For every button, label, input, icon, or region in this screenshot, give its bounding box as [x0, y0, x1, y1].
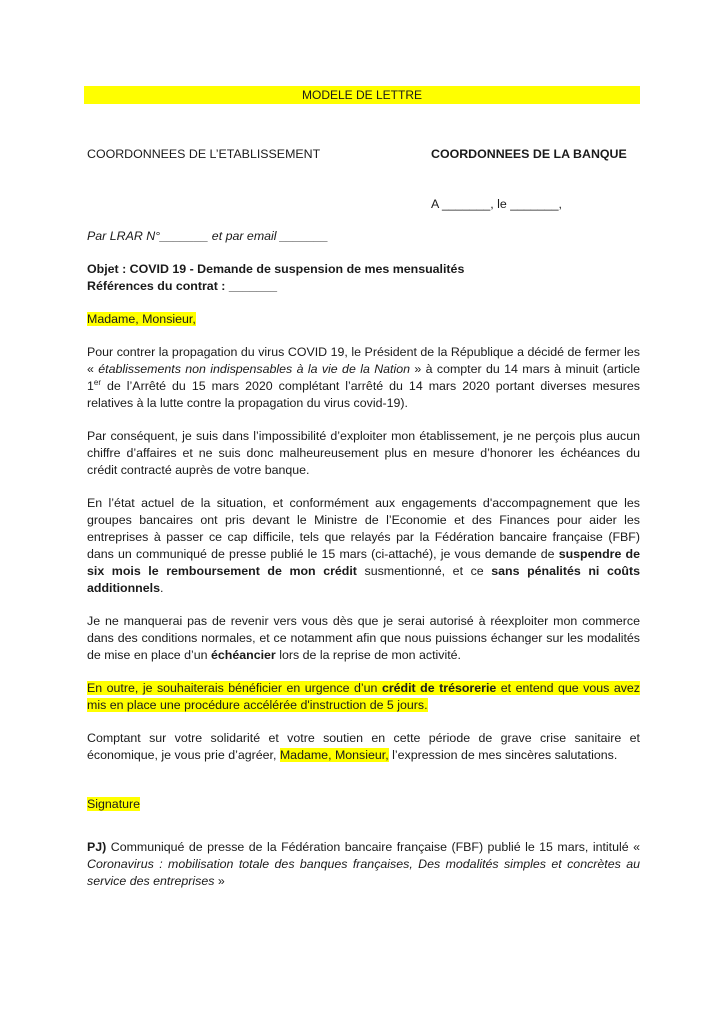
paragraph-1-text: Pour contrer la propagation du virus COVID 19, le Président de la République a décidé de fermer les «	[87, 345, 640, 376]
paragraph-4-bold: échéancier	[211, 648, 276, 662]
paragraph-4-text: Je ne manquerai pas de revenir vers vous dès que je serai autorisé à réexploiter mon commerce dans des conditions normales, et ce notamment afin que nous puissions échanger sur les modalités de mise en place d’un	[87, 614, 640, 662]
paragraph-3-bold-1: suspendre de six mois le remboursement de mon crédit	[87, 547, 640, 578]
place-date-spacer	[87, 196, 431, 213]
subject-line: Objet : COVID 19 - Demande de suspension de mes mensualités	[87, 262, 465, 276]
paragraph-5-text: En outre, je souhaiterais bénéficier en urgence d’un	[87, 681, 382, 695]
recipient-block: COORDONNEES DE LA BANQUE	[431, 147, 627, 161]
attachment-note	[87, 839, 640, 890]
sender-block: COORDONNEES DE L’ETABLISSEMENT	[87, 147, 321, 161]
paragraph-3-text: En l’état actuel de la situation, et conformément aux engagements d'accompagnement que les groupes bancaires ont pris devant le Ministre de l’Economie et des Finances pour aider les entreprises à passer ce cap difficile, tels que relayés par la Fédération bancaire française (FBF) dans un communiqué de presse publié le 15 mars (ci-attaché), je vous demande de	[87, 496, 640, 561]
paragraph-6-text: Comptant sur votre solidarité et votre soutien en cette période de grave crise sanitaire et économique, je vous prie d’agréer,	[87, 731, 640, 762]
paragraph-3-text-2: susmentionné, et ce	[356, 564, 492, 578]
address-row	[87, 146, 640, 163]
attachment-title: Coronavirus : mobilisation totale des banques françaises, Des modalités simples et concrètes au service des entreprises	[87, 857, 640, 888]
paragraph-1	[87, 344, 640, 412]
paragraph-1-text-2: » à compter du 14 mars à minuit (article 1	[87, 362, 640, 393]
paragraph-1-text-3: de l’Arrêté du 15 mars 2020 complétant l’arrêté du 14 mars 2020 portant diverses mesures relatives à la lutte contre la propagation du virus covid-19).	[87, 379, 640, 410]
place-date: A _______, le _______,	[431, 197, 562, 211]
place-date-row	[87, 196, 640, 213]
paragraph-5	[87, 680, 640, 714]
paragraph-3-text-3: .	[159, 581, 164, 595]
paragraph-4	[87, 613, 640, 664]
contract-reference: Références du contrat : _______	[87, 279, 278, 293]
paragraph-5-text-2: et entend que vous avez mis en place une procédure accélérée d'instruction de 5 jours.	[87, 681, 640, 712]
paragraph-6	[87, 730, 640, 764]
paragraph-2: Par conséquent, je suis dans l’impossibilité d’exploiter mon établissement, je ne perçois plus aucun chiffre d’affaires et ne suis donc malheureusement plus en mesure d’honorer les échéances du crédit contracté auprès de votre banque.	[87, 429, 640, 477]
paragraph-6-text-2: l’expression de mes sincères salutations.	[388, 748, 618, 762]
paragraph-3-bold-2: sans pénalités ni coûts additionnels	[87, 564, 640, 595]
attachment-quote-close: »	[214, 874, 225, 888]
attachment-quote-open: «	[633, 840, 640, 854]
paragraph-3	[87, 495, 640, 597]
paragraph-4-text-2: lors de la reprise de mon activité.	[275, 648, 462, 662]
paragraph-5-bold: crédit de trésorerie	[381, 681, 497, 695]
paragraph-1-italic: établissements non indispensables à la vie de la Nation	[98, 362, 411, 376]
attachment-label: PJ)	[87, 840, 107, 854]
signature-line	[87, 796, 640, 813]
paragraph-6-highlight: Madame, Monsieur,	[279, 748, 389, 762]
sending-method: Par LRAR N°_______ et par email _______	[87, 229, 329, 243]
salutation	[87, 311, 640, 328]
signature-text: Signature	[87, 797, 141, 811]
attachment-text: Communiqué de presse de la Fédération bancaire française (FBF) publié le 15 mars, intitulé	[106, 840, 634, 854]
document-title: MODELE DE LETTRE	[84, 86, 640, 104]
paragraph-1-superscript: er	[93, 378, 102, 387]
salutation-text: Madame, Monsieur,	[87, 312, 196, 326]
